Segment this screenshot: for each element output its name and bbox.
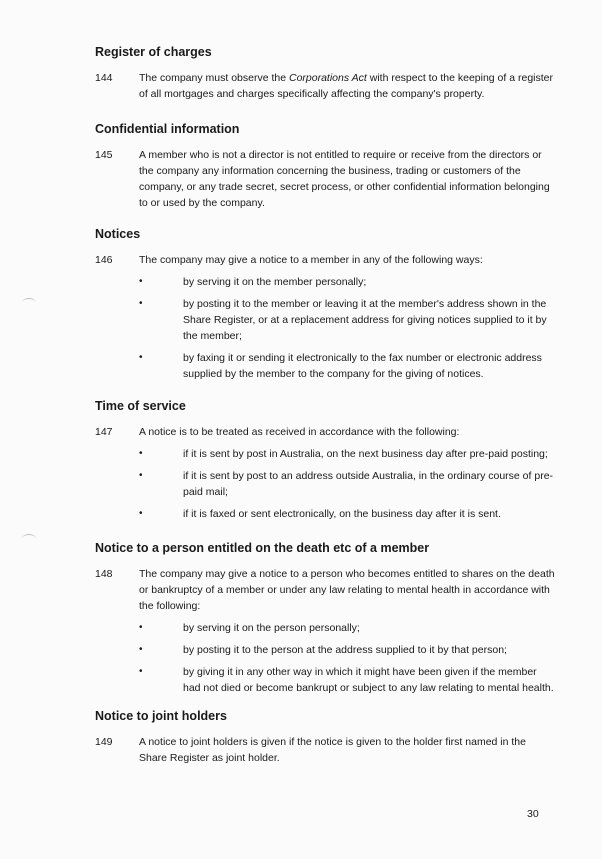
clause-146 <box>95 252 555 382</box>
list-item: • if it is faxed or sent electronically, on the business day after it is sent. <box>139 508 501 520</box>
page-number: 30 <box>527 808 539 820</box>
bullet-list <box>139 446 555 522</box>
clause-number: 148 <box>95 568 113 580</box>
section-register-of-charges <box>95 45 555 102</box>
act-name: Corporations Act <box>289 72 367 84</box>
list-item: • by serving it on the person personally; <box>139 622 360 634</box>
clause-text: The company must observe the Corporations Act with respect to the keeping of a register of all mortgages and charges specifically affecting the company's property. <box>139 72 553 100</box>
section-heading: Notice to joint holders <box>95 709 227 723</box>
section-time-of-service <box>95 399 555 528</box>
section-heading: Register of charges <box>95 45 212 59</box>
clause-number: 149 <box>95 736 113 748</box>
clause-148 <box>95 566 555 696</box>
clause-text: A member who is not a director is not entitled to require or receive from the directors or the company any information concerning the business, trading or customers of the company, or any trade secret, secret process, or other confidential information belonging to or used by the company. <box>139 149 550 209</box>
bullet-list <box>139 274 555 382</box>
clause-number: 144 <box>95 72 113 84</box>
clause-text: A notice to joint holders is given if the notice is given to the holder first named in the Share Register as joint holder. <box>139 736 526 764</box>
list-item: • by giving it in any other way in which it might have been given if the member had not died or become bankrupt or subject to any law relating to mental health. <box>139 666 554 694</box>
clause-number: 145 <box>95 149 113 161</box>
list-item: • by serving it on the member personally; <box>139 276 367 288</box>
scan-mark <box>22 298 36 307</box>
clause-text: The company may give a notice to a member in any of the following ways: • by serving it on the member personally; • by posting it to the member or leaving it at the member's address shown in the Share Register, or at a replacement address for giving notices supplied to it by the member; • by faxing it or sending it electronically to the fax number or electronic address supplied by the member to the company for the giving of notices. <box>139 252 555 382</box>
clause-145 <box>95 147 555 211</box>
section-heading: Confidential information <box>95 122 240 136</box>
clause-147 <box>95 424 555 522</box>
section-heading: Notice to a person entitled on the death etc of a member <box>95 541 430 555</box>
clause-149 <box>95 734 555 766</box>
clause-text: The company may give a notice to a person who becomes entitled to shares on the death or bankruptcy of a member or under any law relating to mental health in accordance with the following: • by serving it on the person personally; • by posting it to the person at the address supplied to it by that person; • by giving it in any other way in which it might have been given if the member had not died or become bankrupt or subject to any law relating to mental health. <box>139 568 555 694</box>
clause-number: 147 <box>95 426 113 438</box>
list-item: • if it is sent by post to an address outside Australia, in the ordinary course of pre-paid mail; <box>139 470 554 498</box>
scan-mark <box>22 534 36 543</box>
section-notices <box>95 227 555 388</box>
list-item: • by faxing it or sending it electronically to the fax number or electronic address supplied by the member to the company for the giving of notices. <box>139 352 542 380</box>
section-confidential-information <box>95 122 555 211</box>
list-item: • by posting it to the member or leaving it at the member's address shown in the Share Register, or at a replacement address for giving notices supplied to it by the member; <box>139 298 547 342</box>
list-item: • if it is sent by post in Australia, on the next business day after pre-paid posting; <box>139 448 548 460</box>
section-notice-joint-holders <box>95 709 555 766</box>
clause-text: A notice is to be treated as received in accordance with the following: • if it is sent by post in Australia, on the next business day after pre-paid posting; • if it is sent by post to an address outside Australia, in the ordinary course of pre-paid mail; • if it is faxed or sent electronically, on the business day after it is sent. <box>139 426 554 520</box>
list-item: • by posting it to the person at the address supplied to it by that person; <box>139 644 507 656</box>
section-heading: Time of service <box>95 399 186 413</box>
clause-144 <box>95 70 555 102</box>
bullet-list <box>139 620 555 696</box>
section-heading: Notices <box>95 227 141 241</box>
section-notice-death-of-member <box>95 541 555 702</box>
clause-number: 146 <box>95 254 113 266</box>
